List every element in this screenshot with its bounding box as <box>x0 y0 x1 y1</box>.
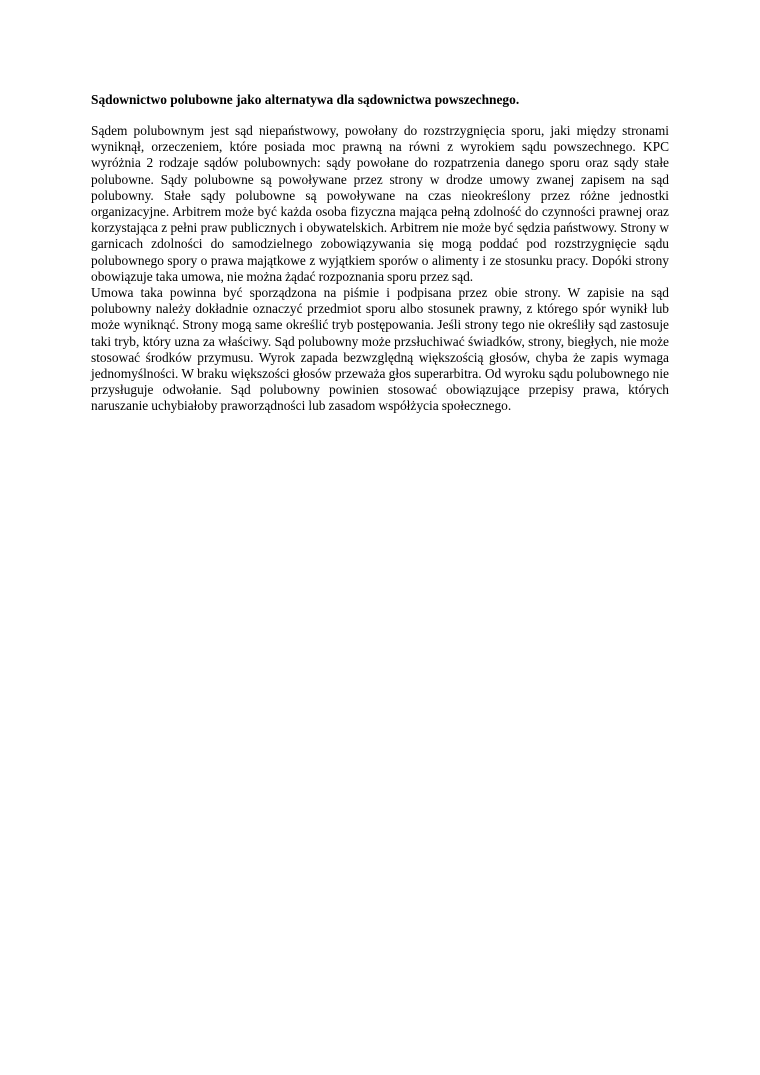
paragraph-agreement: Umowa taka powinna być sporządzona na piśmie i podpisana przez obie strony. W zapisie na sąd polubowny należy dokładnie oznaczyć przedmiot sporu albo stosunek prawny, z którego spór wynikł lub może wyniknąć. Strony mogą same określić tryb postępowania. Jeśli strony tego nie określiły sąd zastosuje taki tryb, który uzna za właściwy. Sąd polubowny może przsłuchiwać świadków, strony, biegłych, nie może stosować środków przymusu. Wyrok zapada bezwzględną większością głosów, chyba że zapis wymaga jednomyślności. W braku większości głosów przeważa głos superarbitra. Od wyroku sądu polubownego nie przysługuje odwołanie. Sąd polubowny powinien stosować obowiązujące przepisy prawa, których naruszanie uchybiałoby praworządności lub zasadom współżycia społecznego. <box>91 285 669 414</box>
document-title: Sądownictwo polubowne jako alternatywa dla sądownictwa powszechnego. <box>91 92 520 107</box>
paragraph-definition: Sądem polubownym jest sąd niepaństwowy, powołany do rozstrzygnięcia sporu, jaki między stronami wyniknął, orzeczeniem, które posiada moc prawną na równi z wyrokiem sądu powszechnego. KPC wyróżnia 2 rodzaje sądów polubownych: sądy powołane do rozpatrzenia danego sporu oraz sądy stałe polubowne. Sądy polubowne są powoływane przez strony w drodze umowy zwanej zapisem na sąd polubowny. Stałe sądy polubowne są powoływane na czas nieokreślony przez różne jednostki organizacyjne. Arbitrem może być każda osoba fizyczna mająca pełną zdolność do czynności prawnej oraz korzystająca z pełni praw publicznych i obywatelskich. Arbitrem nie może być sędzia państwowy. Strony w garnicach zdolności do samodzielnego zobowiązywania się mogą poddać pod rozstrzygnięcie sądu polubownego spory o prawa majątkowe z wyjątkiem sporów o alimenty i ze stosunku pracy. Dopóki strony obowiązuje taka umowa, nie można żądać rozpoznania sporu przez sąd. <box>91 123 669 284</box>
document-body <box>91 92 669 415</box>
